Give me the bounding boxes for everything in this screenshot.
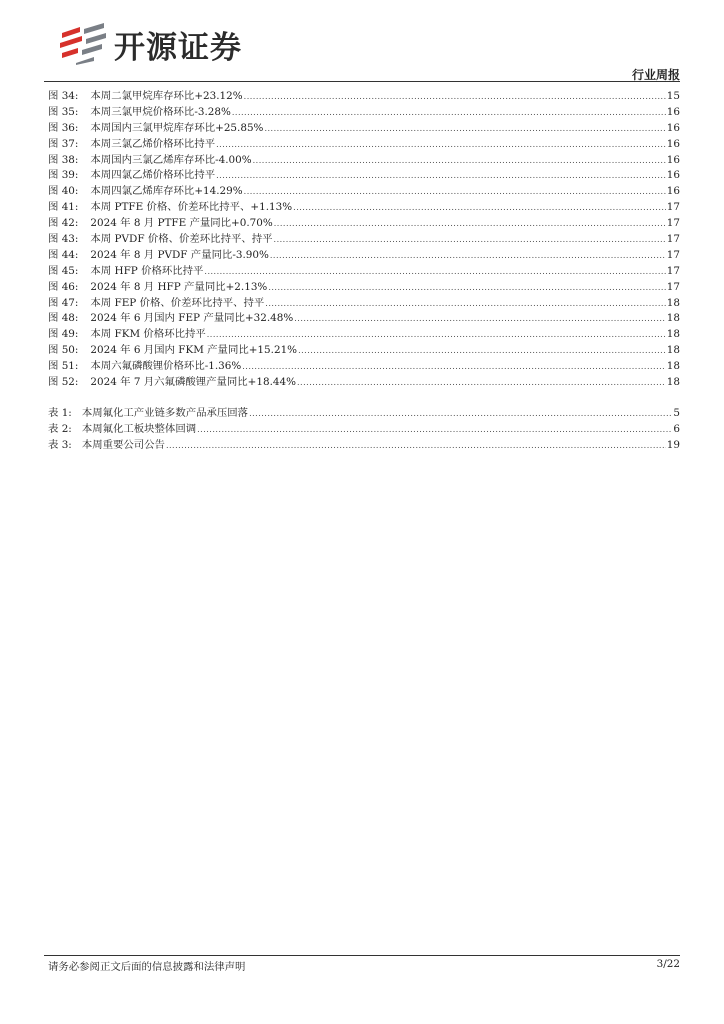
figure-entry-title: 2024 年 6 月国内 FKM 产量同比+15.21%: [90, 344, 298, 357]
figure-entry-label: 图 47:: [48, 296, 79, 309]
figure-entry-title: 本周四氯乙烯库存环比+14.29%: [90, 185, 243, 198]
figure-entry-label: 图 42:: [48, 217, 79, 230]
figure-entry-label: 图 52:: [48, 376, 79, 389]
figure-entry-label: 图 41:: [48, 201, 79, 214]
figure-entry[interactable]: [48, 216, 680, 232]
page-number: 3/22: [656, 958, 680, 970]
figure-entry-page: 15: [666, 90, 680, 102]
figure-entry-label: 图 40:: [48, 185, 79, 198]
table-entry-page: 5: [673, 407, 680, 419]
figure-entry-title: 本周六氟磷酸锂价格环比-1.36%: [90, 360, 242, 373]
figure-entry-label: 图 49:: [48, 328, 79, 341]
figure-entry-leader: [270, 248, 666, 264]
figure-entry-leader: [297, 375, 666, 391]
figure-entry-label: 图 36:: [48, 121, 79, 134]
figure-entry[interactable]: [48, 264, 680, 280]
figure-entry[interactable]: [48, 153, 680, 169]
figure-entry-title: 本周 PTFE 价格、价差环比持平、+1.13%: [90, 201, 293, 214]
figure-entry-label: 图 48:: [48, 312, 79, 325]
figure-entry-title: 本周国内三氯乙烯库存环比-4.00%: [90, 153, 252, 166]
figure-entry[interactable]: [48, 105, 680, 121]
figure-entry-label: 图 37:: [48, 137, 79, 150]
figure-entry-page: 17: [666, 264, 680, 277]
header-divider: [44, 81, 680, 82]
table-entry-page: 6: [673, 422, 680, 435]
table-entry-leader: [166, 438, 666, 454]
figure-entry-leader: [207, 327, 666, 343]
figure-entry-title: 本周 HFP 价格环比持平: [90, 264, 204, 277]
figure-entry-page: 16: [666, 153, 680, 166]
figure-entry-leader: [216, 137, 666, 153]
figure-entry-label: 图 46:: [48, 280, 79, 293]
figure-entry-leader: [265, 296, 665, 312]
figure-entry[interactable]: [48, 327, 680, 343]
brand-name: 开源证券: [114, 29, 242, 66]
figure-entry-title: 本周三氯甲烷价格环比-3.28%: [90, 105, 231, 118]
figure-entry[interactable]: [48, 296, 680, 312]
figure-entry-leader: [216, 168, 666, 184]
figure-entry-leader: [232, 105, 666, 121]
figure-entry-title: 本周国内三氯甲烷库存环比+25.85%: [90, 121, 264, 134]
figure-entry-leader: [293, 200, 666, 216]
table-entry-title: 本周氟化工板块整体回调: [81, 422, 197, 435]
figure-entry-label: 图 39:: [48, 169, 79, 182]
figure-entry-page: 18: [666, 344, 680, 357]
figure-entry[interactable]: [48, 248, 680, 264]
figure-entry-page: 18: [666, 296, 680, 309]
figure-entry-title: 本周四氯乙烯价格环比持平: [90, 169, 216, 182]
figure-entry[interactable]: [48, 232, 680, 248]
figure-entry-title: 2024 年 8 月 PTFE 产量同比+0.70%: [90, 217, 273, 230]
figure-entry-page: 18: [666, 312, 680, 325]
figure-entry-leader: [264, 121, 665, 137]
table-list: [48, 406, 680, 454]
figure-entry-page: 17: [666, 201, 680, 214]
figure-entry-title: 2024 年 8 月 HFP 产量同比+2.13%: [90, 280, 268, 293]
figure-entry-title: 本周三氯乙烯价格环比持平: [90, 137, 216, 150]
table-entry-title: 本周氟化工产业链多数产品承压回落: [81, 407, 249, 419]
figure-entry-page: 16: [666, 105, 680, 118]
figure-entry-leader: [244, 184, 666, 200]
table-entry-leader: [197, 422, 672, 438]
figure-entry-leader: [242, 359, 666, 375]
figure-entry[interactable]: [48, 200, 680, 216]
figure-entry-page: 16: [666, 169, 680, 182]
figure-entry[interactable]: [48, 168, 680, 184]
figure-entry-page: 17: [666, 280, 680, 293]
figure-entry-page: 18: [666, 328, 680, 341]
figure-entry-label: 图 50:: [48, 344, 79, 357]
table-entry[interactable]: [48, 422, 680, 438]
figure-entry[interactable]: [48, 343, 680, 359]
figure-entry-label: 图 38:: [48, 153, 79, 166]
figure-entry-leader: [298, 343, 666, 359]
figure-entry-leader: [268, 280, 665, 296]
brand-logo-icon: [58, 23, 108, 65]
figure-entry-leader: [204, 264, 665, 280]
table-entry-page: 19: [666, 438, 680, 451]
figure-entry-leader: [274, 216, 666, 232]
figure-entry-page: 16: [666, 137, 680, 150]
figure-entry[interactable]: [48, 137, 680, 153]
figure-entry[interactable]: [48, 359, 680, 375]
figure-entry-title: 2024 年 8 月 PVDF 产量同比-3.90%: [90, 248, 269, 261]
figure-list: [48, 89, 680, 391]
footer-divider: [44, 955, 680, 956]
figure-entry-page: 17: [666, 233, 680, 246]
figure-entry-leader: [274, 232, 666, 248]
figure-entry-title: 本周 FEP 价格、价差环比持平、持平: [90, 296, 265, 309]
figure-entry-leader: [294, 311, 666, 327]
table-entry-title: 本周重要公司公告: [81, 438, 165, 451]
table-entry-label: 表 3:: [48, 438, 72, 451]
figure-entry-label: 图 51:: [48, 360, 79, 373]
table-entry-leader: [249, 406, 672, 422]
figure-entry[interactable]: [48, 280, 680, 296]
figure-entry[interactable]: [48, 311, 680, 327]
table-entry-label: 表 1:: [48, 407, 72, 419]
report-type: 行业周报: [631, 68, 680, 82]
figure-entry-label: 图 35:: [48, 105, 79, 118]
table-entry[interactable]: [48, 438, 680, 454]
figure-entry-label: 图 44:: [48, 248, 79, 261]
figure-entry[interactable]: [48, 121, 680, 137]
figure-entry-page: 18: [666, 360, 680, 373]
brand-logo: [58, 22, 242, 66]
figure-entry-title: 本周 PVDF 价格、价差环比持平、持平: [90, 233, 273, 246]
table-entry-label: 表 2:: [48, 422, 72, 435]
figure-entry-leader: [253, 153, 666, 169]
figure-entry-page: 17: [666, 217, 680, 230]
figure-entry-page: 18: [666, 376, 680, 389]
figure-entry-page: 16: [666, 185, 680, 198]
figure-entry[interactable]: [48, 375, 680, 391]
figure-entry-title: 本周 FKM 价格环比持平: [90, 328, 206, 341]
figure-entry-label: 图 34:: [48, 90, 79, 102]
figure-entry[interactable]: [48, 184, 680, 200]
figure-entry-label: 图 43:: [48, 233, 79, 246]
figure-entry-leader: [244, 89, 666, 105]
figure-entry-title: 2024 年 6 月国内 FEP 产量同比+32.48%: [90, 312, 294, 325]
table-entry[interactable]: [48, 406, 680, 422]
figure-entry[interactable]: [48, 89, 680, 105]
figure-entry-page: 16: [666, 121, 680, 134]
figure-entry-label: 图 45:: [48, 264, 79, 277]
figure-entry-title: 2024 年 7 月六氟磷酸锂产量同比+18.44%: [90, 376, 297, 389]
figure-entry-title: 本周二氯甲烷库存环比+23.12%: [90, 90, 243, 102]
footer-disclaimer: 请务必参阅正文后面的信息披露和法律声明: [48, 961, 246, 973]
figure-entry-page: 17: [666, 248, 680, 261]
